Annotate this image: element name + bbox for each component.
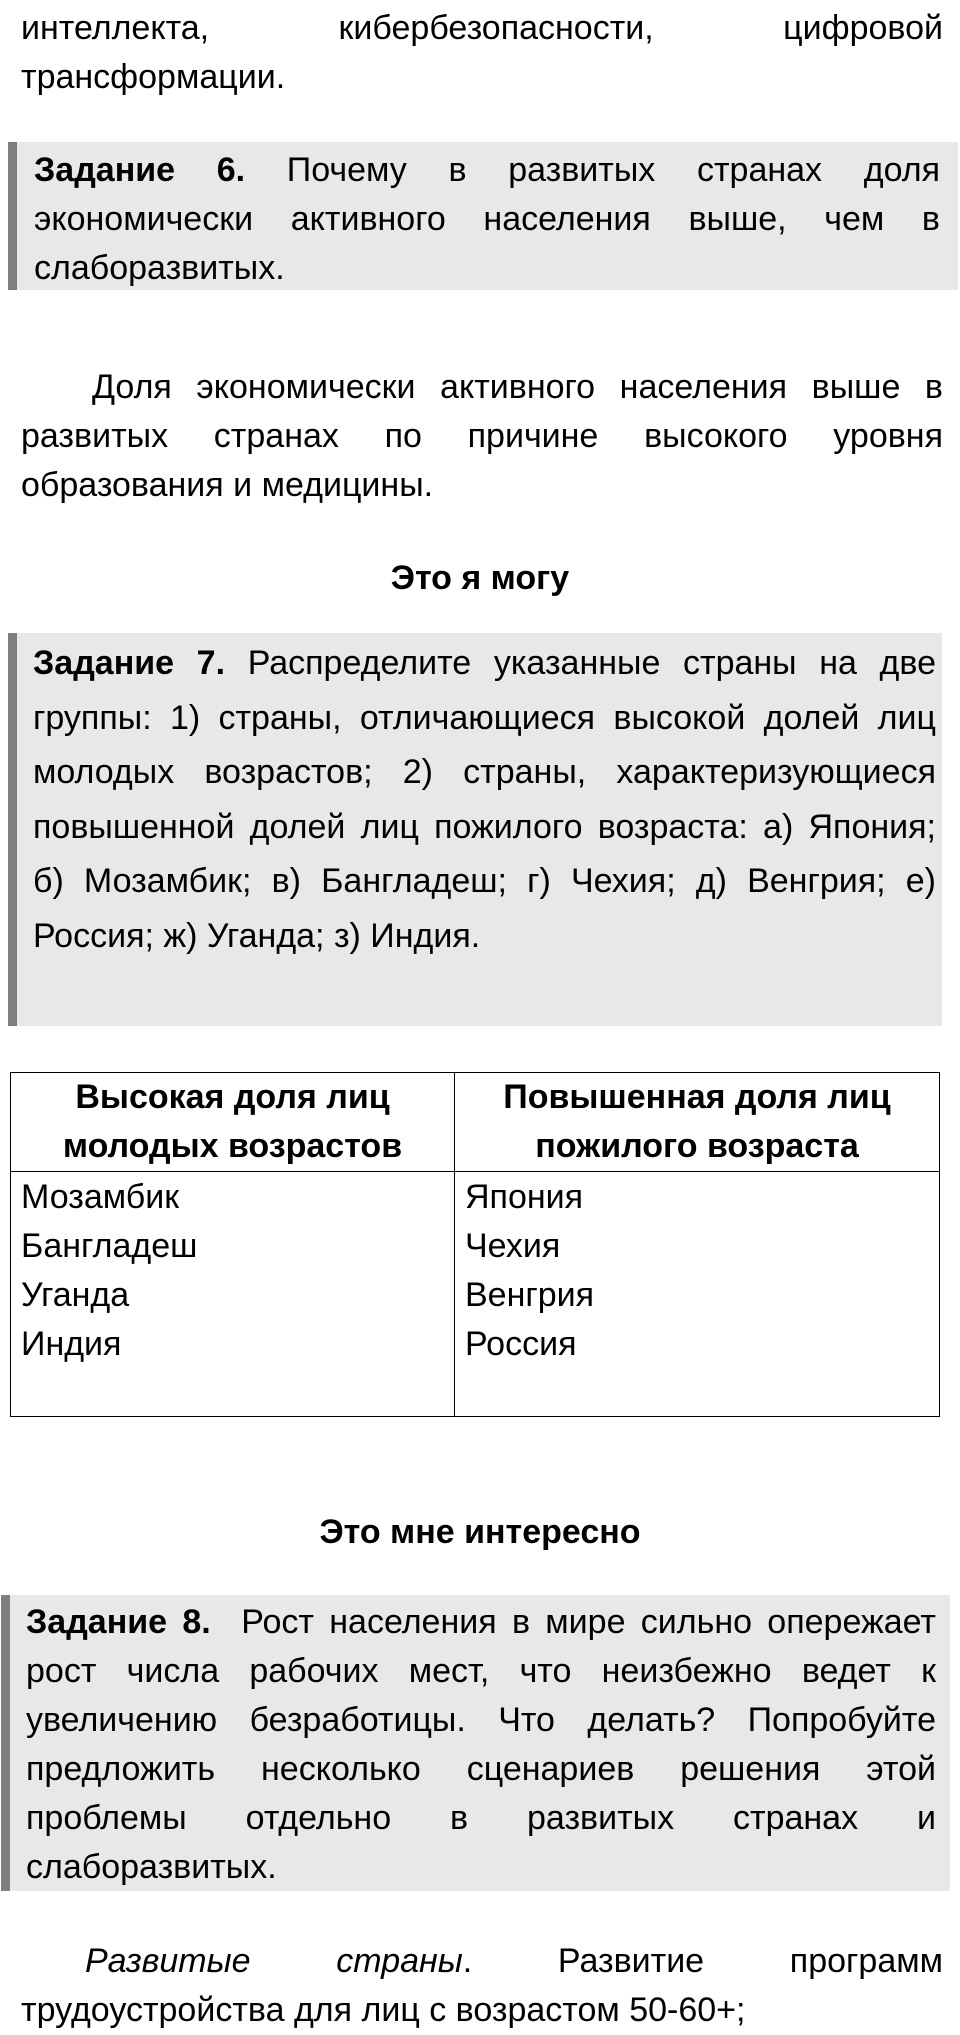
header-elderly-population: Повышенная доля лиц пожилого возраста: [455, 1073, 940, 1172]
task-7-text: Распределите указанные страны на две группы: 1) страны, отличающиеся высокой долей лиц молодых возрастов; 2) страны, характеризующиеся повышенной долей лиц пожилого возраста: а) Япония; б) Мозамбик; в) Бангладеш; г) Чехия; д) Венгрия; е) Россия; ж) Уганда; з) Индия.: [33, 644, 936, 955]
bottom-paragraph-text: . Развитие программ трудоустройства для лиц с возрастом 50-60+;: [21, 1942, 944, 2029]
task-8-box: [1, 1595, 950, 1891]
country-item: Япония: [465, 1178, 584, 1216]
section-heading-this-i-can: Это я могу: [390, 559, 570, 597]
country-item: Чехия: [465, 1227, 561, 1265]
header-young-population: Высокая доля лиц молодых возрастов: [11, 1073, 455, 1172]
country-item: Россия: [465, 1325, 577, 1363]
developed-countries-label: Развитые страны: [85, 1942, 463, 1980]
task-8-text: Рост населения в мире сильно опережает рост числа рабочих мест, что неизбежно ведет к увеличению безработицы. Что делать? Попробуйте предложить несколько сценариев решения этой проблемы отдельно в развитых странах и слаборазвитых.: [26, 1603, 936, 1886]
country-item: Мозамбик: [21, 1178, 180, 1216]
country-item: Уганда: [21, 1276, 130, 1314]
task-8-label: Задание 8.: [26, 1603, 211, 1641]
table-header-row: [11, 1073, 940, 1172]
task-7-box: [8, 633, 942, 1026]
countries-table: [10, 1072, 940, 1417]
task-6-box: [8, 142, 958, 290]
intro-paragraph: интеллекта, кибербезопасности, цифровой трансформации.: [21, 9, 943, 96]
task-6-label: Задание 6.: [34, 151, 246, 189]
country-item: Бангладеш: [21, 1227, 198, 1265]
section-heading-interesting: Это мне интересно: [319, 1513, 641, 1551]
country-item: Венгрия: [465, 1276, 595, 1314]
task-7-label: Задание 7.: [33, 644, 226, 682]
young-countries-cell: [11, 1172, 455, 1417]
task-6-text: Почему в развитых странах доля экономически активного населения выше, чем в слаборазвитых.: [34, 151, 940, 287]
table-row: [11, 1172, 940, 1417]
elderly-countries-cell: [455, 1172, 940, 1417]
country-item: Индия: [21, 1325, 122, 1363]
task-6-answer: Доля экономически активного населения выше в развитых странах по причине высокого уровня образования и медицины.: [21, 368, 943, 504]
bottom-paragraph: [21, 1937, 943, 2035]
